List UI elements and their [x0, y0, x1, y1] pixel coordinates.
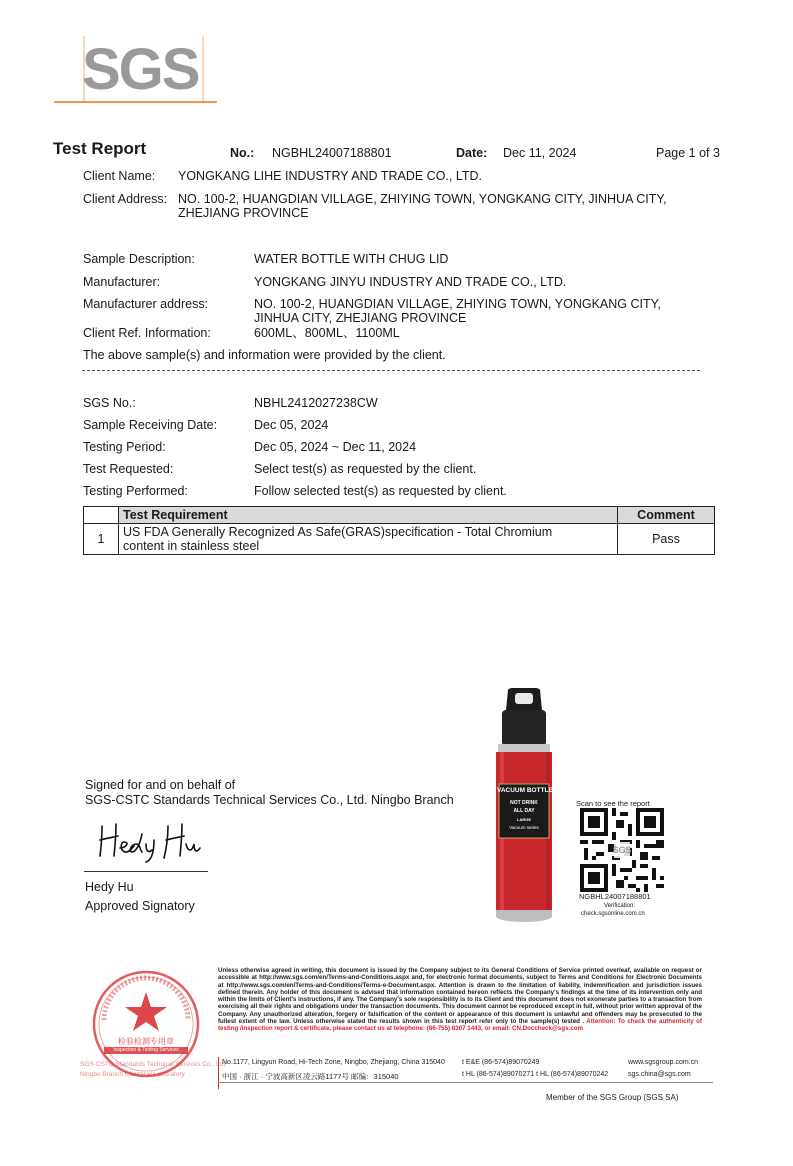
manufacturer-label: Manufacturer:	[83, 275, 161, 289]
stamp-center-text: 检验检测专用章	[118, 1037, 174, 1046]
bottle-illustration	[488, 688, 560, 926]
table-header-no	[84, 507, 119, 524]
testing-performed-label: Testing Performed:	[83, 484, 188, 498]
stamp-branch-line1: SGS-CSTC Standards Technical Services Co., Ltd.	[80, 1061, 227, 1068]
dashed-divider	[82, 370, 700, 371]
testing-performed-value: Follow selected test(s) as requested by client.	[254, 484, 507, 498]
qr-verification-label: Verification:	[604, 903, 636, 909]
signatory-name: Hedy Hu	[85, 880, 134, 894]
sample-description-label: Sample Description:	[83, 252, 195, 266]
report-no-value: NGBHL24007188801	[272, 146, 392, 160]
stamp-band-text: Inspection & Testing Services	[104, 1047, 188, 1054]
footer-address-en: No.1177, Lingyun Road, Hi-Tech Zone, Ningbo, Zhejiang, China 315040	[222, 1059, 445, 1066]
signing-company: SGS-CSTC Standards Technical Services Co., Ltd. Ningbo Branch	[85, 793, 454, 807]
sgs-no-value: NBHL2412027238CW	[254, 396, 378, 410]
water-bottle-photo	[488, 688, 560, 926]
test-requested-value: Select test(s) as requested by the client.	[254, 462, 477, 476]
report-date-value: Dec 11, 2024	[503, 146, 577, 160]
report-title: Test Report	[53, 139, 147, 158]
qr-scan-text: Scan to see the report	[576, 799, 650, 808]
bottle-label-line3: LARGE	[517, 817, 531, 822]
handwritten-signature	[96, 818, 208, 864]
qr-code[interactable]	[580, 808, 664, 892]
client-ref-label: Client Ref. Information:	[83, 326, 211, 340]
bottle-label-line1: NOT DRINK	[510, 800, 538, 806]
table-cell-requirement	[119, 524, 618, 555]
manufacturer-address-line1: NO. 100-2, HUANGDIAN VILLAGE, ZHIYING TOWN, YONGKANG CITY,	[254, 297, 661, 311]
client-address-label: Client Address:	[83, 192, 168, 206]
signed-for-text: Signed for and on behalf of	[85, 778, 236, 792]
sgs-no-label: SGS No.:	[83, 396, 136, 410]
table-cell-comment: Pass	[618, 524, 715, 555]
requirement-line1: US FDA Generally Recognized As Safe(GRAS)specification - Total Chromium	[123, 525, 553, 539]
client-address-line2: ZHEJIANG PROVINCE	[178, 206, 309, 220]
terms-body: Unless otherwise agreed in writing, this document is issued by the Company subject to its General Conditions of Service printed overleaf, available on request or accessible at http://www.sgs.com/en/Terms-and-Conditions.aspx and, for electronic format documents, subject to Terms and Conditions for Electronic Documents at http://www.sgs.com/en/Terms-and-Conditions/Terms-e-Document.aspx. Attention is drawn to the limitation of liability, indemnification and jurisdiction issues defined therein. Any holder of this document is advised that information contained hereon reflects the Company's findings at the time of its intervention only and within the limits of Client's instructions, if any. The Company's sole responsibility is to its Client and this document does not exonerate parties to a transaction from exercising all their rights and obligations under the transaction documents. This document cannot be reproduced except in full, without prior written approval of the Company. Any unauthorized alteration, forgery or falsification of the content or appearance of this document is unlawful and offenders may be prosecuted to the fullest extent of the law. Unless otherwise stated the results shown in this test report refer only to the sample(s) tested .	[218, 967, 702, 1026]
footer-divider	[218, 1082, 713, 1083]
manufacturer-address-label: Manufacturer address:	[83, 297, 209, 311]
logo-text: SGS	[82, 37, 199, 102]
sample-description-value: WATER BOTTLE WITH CHUG LID	[254, 252, 449, 266]
footer-tel-cn: t HL (86-574)89070271 t HL (86-574)89070242	[462, 1071, 609, 1078]
testing-period-value: Dec 05, 2024 ~ Dec 11, 2024	[254, 440, 417, 454]
client-name-value: YONGKANG LIHE INDUSTRY AND TRADE CO., LTD.	[178, 169, 482, 183]
table-header-comment: Comment	[618, 507, 715, 524]
page-number: Page 1 of 3	[656, 146, 720, 160]
client-ref-value: 600ML、800ML、1100ML	[254, 326, 400, 340]
footer-email: sgs.china@sgs.com	[628, 1071, 691, 1078]
footer-address-cn: 中国 · 浙江 · 宁波高新区凌云路1177号 邮编：315040	[222, 1072, 399, 1081]
footer-tel-en: t E&E (86-574)89070249	[462, 1059, 540, 1066]
signature-line	[84, 871, 208, 872]
receiving-date-value: Dec 05, 2024	[254, 418, 329, 432]
report-date-label: Date:	[456, 146, 488, 160]
table-cell-no: 1	[84, 524, 119, 555]
footer-member: Member of the SGS Group (SGS SA)	[546, 1093, 679, 1102]
stamp-branch-line2: Ningbo Branch Chemical Laboratory	[80, 1071, 185, 1078]
svg-text:SGS: SGS	[612, 845, 632, 856]
client-address-line1: NO. 100-2, HUANGDIAN VILLAGE, ZHIYING TOWN, YONGKANG CITY, JINHUA CITY,	[178, 192, 667, 206]
bottle-label-line4: Vacuum series	[509, 825, 539, 830]
requirement-line2: content in stainless steel	[123, 539, 260, 553]
test-requirement-table	[83, 506, 715, 555]
receiving-date-label: Sample Receiving Date:	[83, 418, 218, 432]
footer-website: www.sgsgroup.com.cn	[628, 1059, 699, 1066]
signatory-role: Approved Signatory	[85, 899, 195, 913]
bottle-label-line2: ALL DAY	[513, 808, 535, 814]
footer-red-rule	[218, 1057, 219, 1089]
qr-report-number: NGBHL24007188801	[579, 892, 651, 901]
client-name-label: Client Name:	[83, 169, 156, 183]
table-header-row	[84, 507, 715, 524]
testing-period-label: Testing Period:	[83, 440, 166, 454]
test-requested-label: Test Requested:	[83, 462, 174, 476]
authenticity-notice: Attention: To check the authenticity of testing /inspection report & certificate, please contact us at telephone: (86-755) 8307 1443, or email: CN.Doccheck@sgs.com	[218, 1018, 702, 1033]
qr-verification-site: check.sgsonline.com.cn	[581, 911, 645, 917]
manufacturer-address-line2: JINHUA CITY, ZHEJIANG PROVINCE	[254, 311, 467, 325]
table-header-requirement: Test Requirement	[119, 507, 618, 524]
bottle-label-title: VACUUM BOTTLE	[497, 787, 553, 794]
table-row	[84, 524, 715, 555]
manufacturer-value: YONGKANG JINYU INDUSTRY AND TRADE CO., LTD.	[254, 275, 567, 289]
provided-note: The above sample(s) and information were provided by the client.	[83, 348, 446, 362]
report-no-label: No.:	[230, 146, 255, 160]
terms-fine-print	[218, 967, 702, 1033]
